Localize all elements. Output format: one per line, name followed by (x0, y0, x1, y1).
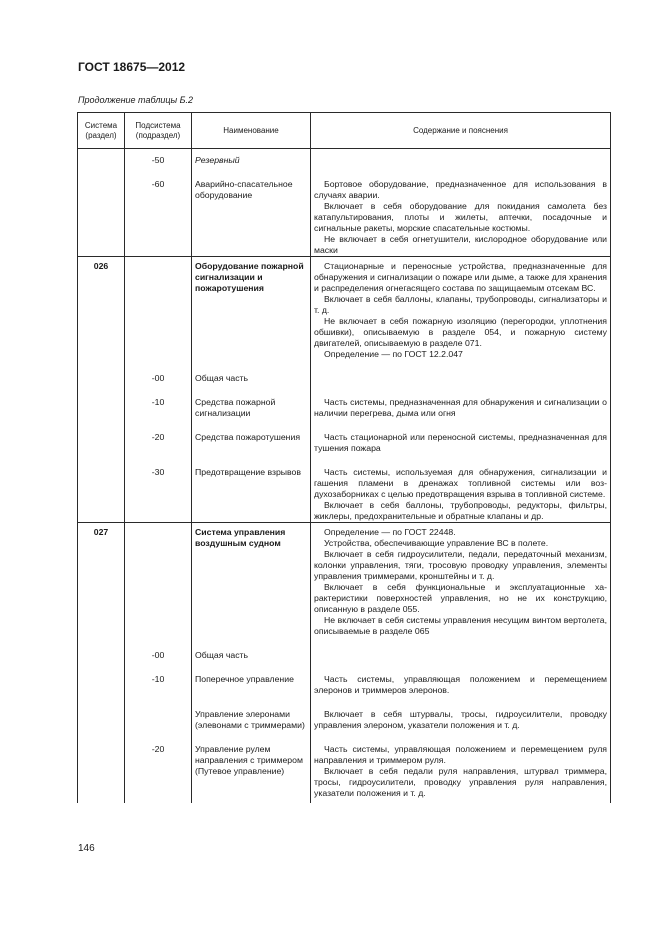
table-row (78, 384, 611, 419)
table-row-section (78, 523, 611, 638)
row-content (311, 454, 611, 523)
system-code (78, 637, 125, 661)
table-row (78, 696, 611, 731)
content-paragraph: Включает в себя штурвалы, тросы, гидроусилители, проводку управления элероном, указатели положения и т. д. (314, 709, 607, 730)
system-code (78, 696, 125, 731)
row-name: Система управления воздушным судном (192, 523, 311, 638)
subsystem-code (125, 696, 192, 731)
row-content (311, 637, 611, 661)
system-code: 026 (78, 257, 125, 361)
content-paragraph: Включает в себя баллоны, трубопроводы, редукторы, фильтры, жиклеры, предохранительные и обратные клапаны и др. (314, 500, 607, 521)
row-name: Управление рулем направления с триммером (Путевое управление) (192, 731, 311, 803)
content-paragraph: Включает в себя педали руля направления, штурвал триммера, тросы, гидроусилители, проводку управления руля направления, указатели положения и т. д. (314, 766, 607, 798)
table-row (78, 661, 611, 696)
row-name: Поперечное управление (192, 661, 311, 696)
system-code (78, 149, 125, 167)
table-row (78, 360, 611, 384)
table-row (78, 454, 611, 523)
standard-code: ГОСТ 18675—2012 (78, 60, 186, 74)
content-paragraph: Часть системы, управляющая положением и перемещением элеронов и триммеров элеронов. (314, 674, 607, 695)
column-header-name: Наименование (192, 113, 311, 149)
column-header-system: Система (раздел) (78, 113, 125, 149)
subsystem-code: -10 (125, 661, 192, 696)
content-paragraph: Включает в себя гидроусилители, педали, передаточный механизм, колонки управления, тяги, тросовую проводку управления, элементы управления триммерами, кронштейны и т. д. (314, 549, 607, 581)
table-row (78, 166, 611, 257)
systems-table (77, 112, 611, 803)
system-code (78, 166, 125, 257)
column-header-content: Содержание и пояснения (311, 113, 611, 149)
subsystem-code: -60 (125, 166, 192, 257)
table-row (78, 419, 611, 454)
row-content (311, 731, 611, 803)
content-paragraph: Не включает в себя огнетушители, кислородное оборудование или маски (314, 234, 607, 255)
table-header-row (78, 113, 611, 149)
content-paragraph: Устройства, обеспечивающие управление ВС в полете. (324, 538, 549, 548)
content-paragraph: Часть системы, предназначенная для обнаружения и сигнализации о наличии перегрева, дыма или огня (314, 397, 607, 418)
table-row (78, 731, 611, 803)
table-row (78, 637, 611, 661)
row-content (311, 661, 611, 696)
row-name: Управление элеронами (элевонами с триммерами) (192, 696, 311, 731)
table-row (78, 149, 611, 167)
row-content (311, 257, 611, 361)
content-paragraph: Включает в себя баллоны, клапаны, трубопроводы, сигнализаторы и т. д. (314, 294, 607, 315)
content-paragraph: Не включает в себя пожарную изоляцию (перегородки, уплотнения обшивки), описываемую в разделе 054, и пожарную систему двигателей, описываемую в разделе 071. (314, 316, 607, 348)
row-name: Аварийно-спасательное оборудование (192, 166, 311, 257)
system-code (78, 419, 125, 454)
row-content (311, 149, 611, 167)
row-name: Общая часть (192, 637, 311, 661)
content-paragraph: Включает в себя оборудование для покидания самолета без катапультирования, плоты и жилеты, аптечки, посадочные и сигнальные ракеты, морские спасательные костюмы. (314, 201, 607, 233)
content-paragraph: Стационарные и переносные устройства, предназначенные для обнаружения и сигнализации о пожаре или дыме, а также для хранения и распределения огнегасящего состава по защищаемым отсекам ВС. (314, 261, 607, 293)
table-caption: Продолжение таблицы Б.2 (78, 95, 194, 105)
subsystem-code (125, 523, 192, 638)
system-code (78, 384, 125, 419)
subsystem-code: -20 (125, 731, 192, 803)
subsystem-code: -20 (125, 419, 192, 454)
table-row-section (78, 257, 611, 361)
row-name: Средства пожаротушения (192, 419, 311, 454)
content-paragraph: Определение — по ГОСТ 22448. (324, 527, 456, 537)
content-paragraph: Часть системы, управляющая положением и перемещением руля направления и триммером руля. (314, 744, 607, 765)
subsystem-code: -30 (125, 454, 192, 523)
subsystem-code (125, 257, 192, 361)
row-content (311, 696, 611, 731)
subsystem-code: -00 (125, 637, 192, 661)
subsystem-code: -10 (125, 384, 192, 419)
content-paragraph: Часть стационарной или переносной системы, предназначенная для тушения пожара (314, 432, 607, 453)
system-code (78, 454, 125, 523)
row-content (311, 166, 611, 257)
content-paragraph: Бортовое оборудование, предназначенное для использования в случаях аварии. (314, 179, 607, 200)
page-number: 146 (78, 843, 95, 854)
row-name: Предотвращение взрывов (192, 454, 311, 523)
system-code (78, 360, 125, 384)
content-paragraph: Не включает в себя системы управления несущим винтом вертолета, описываемые в разделе 065 (314, 615, 607, 636)
subsystem-code: -50 (125, 149, 192, 167)
subsystem-code: -00 (125, 360, 192, 384)
content-paragraph: Определение — по ГОСТ 12.2.047 (324, 349, 463, 359)
system-code: 027 (78, 523, 125, 638)
column-header-subsystem: Подсистема (подраздел) (125, 113, 192, 149)
row-name: Резервный (192, 149, 311, 167)
row-content (311, 360, 611, 384)
row-content (311, 523, 611, 638)
system-code (78, 661, 125, 696)
row-name: Общая часть (192, 360, 311, 384)
row-name: Средства пожарной сигнализации (192, 384, 311, 419)
content-paragraph: Часть системы, используемая для обнаружения, сигнализации и гашения пламени в дренажах топливной системы или воздухозаборниках с целью предотвращения взрыва в топливной системе. (314, 467, 607, 499)
row-content (311, 419, 611, 454)
row-content (311, 384, 611, 419)
row-name: Оборудование пожарной сигнализации и пожаротушения (192, 257, 311, 361)
content-paragraph: Включает в себя функциональные и эксплуатационные характеристики поверхностей управления, но не их конструкцию, описанную в разделе 055. (314, 582, 607, 614)
system-code (78, 731, 125, 803)
